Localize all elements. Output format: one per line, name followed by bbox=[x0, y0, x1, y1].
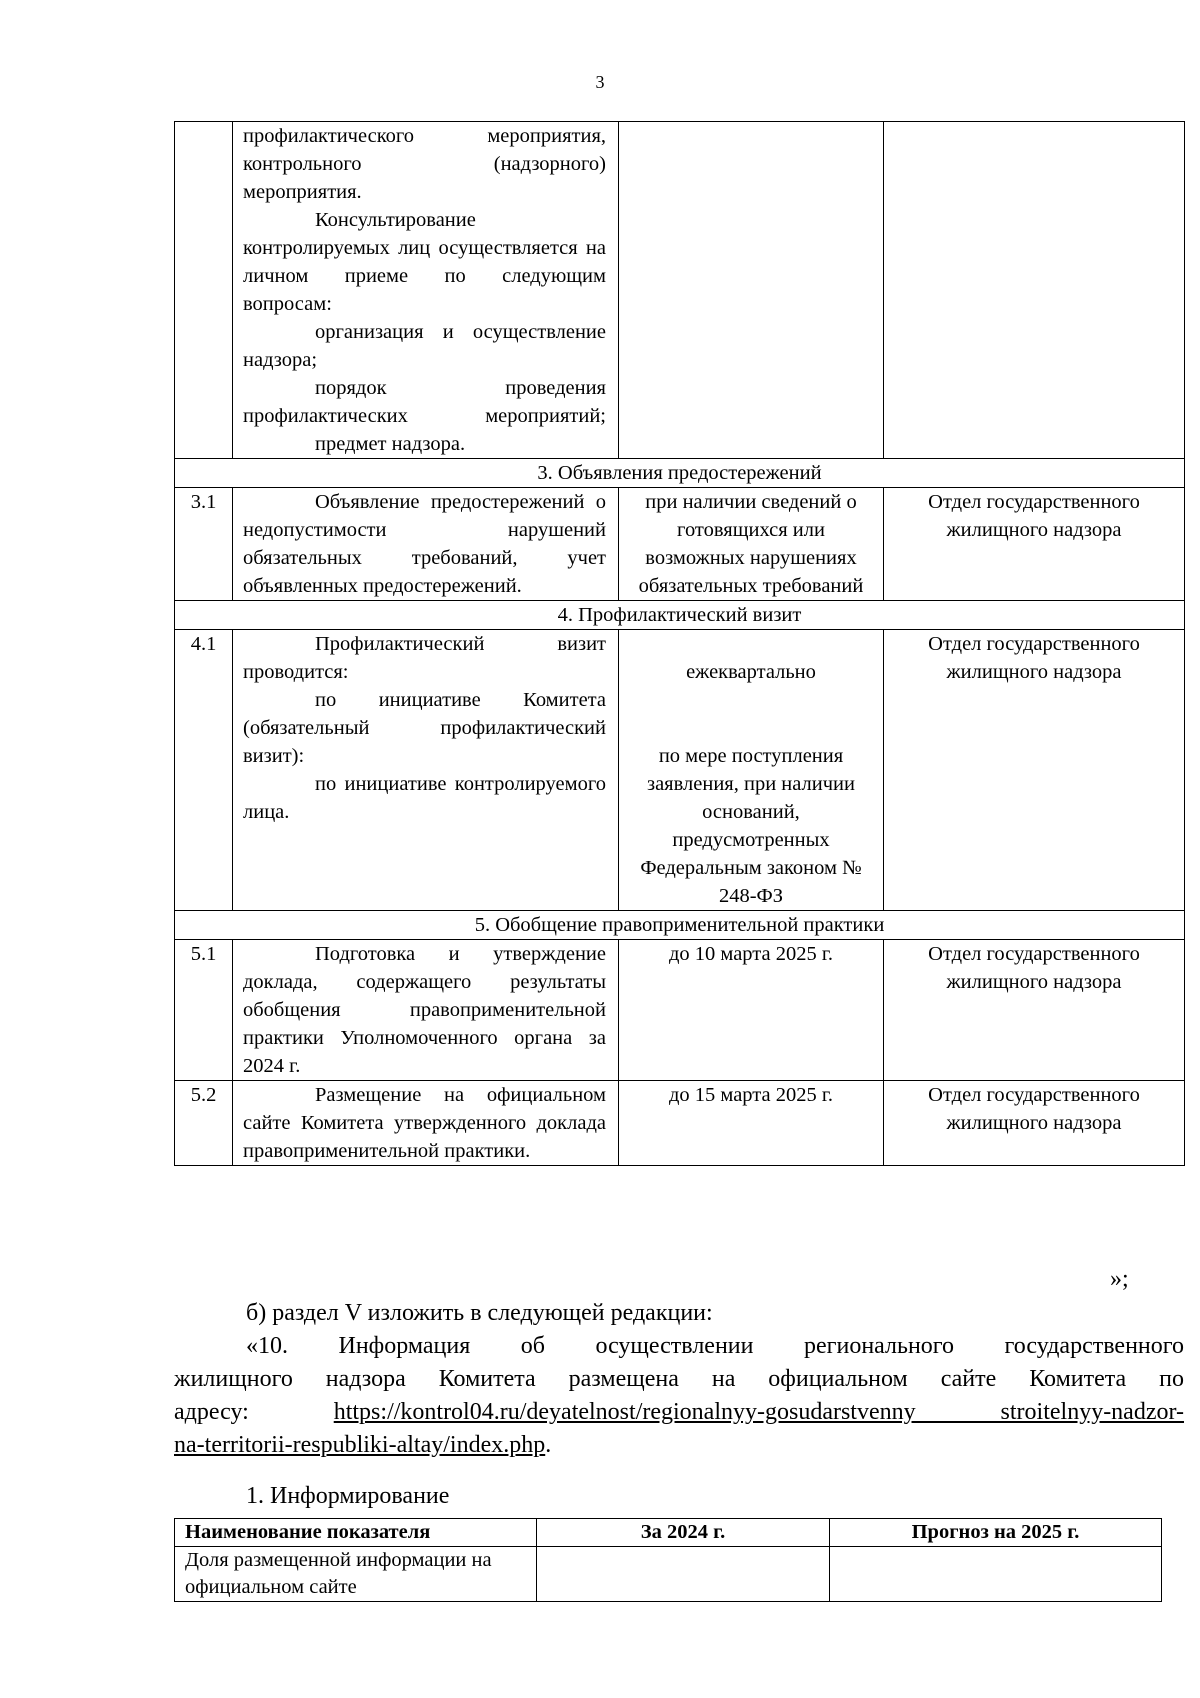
desc-paragraph: по инициативе Комитета (обязательный профилактический визит): bbox=[243, 689, 606, 767]
desc-paragraph: порядок проведения профилактических мероприятий; bbox=[243, 377, 606, 427]
row-number: 5.2 bbox=[175, 1081, 233, 1166]
desc-paragraph: по инициативе контролируемого лица. bbox=[243, 773, 606, 823]
desc-paragraph: Подготовка и утверждение доклада, содержащего результаты обобщения правоприменительной практики Уполномоченного органа за 2024 г. bbox=[243, 943, 606, 1077]
period: . bbox=[545, 1432, 552, 1458]
paragraph-10-line: жилищного надзора Комитета размещена на официальном сайте Комитета по bbox=[174, 1366, 1184, 1392]
info-table bbox=[174, 1518, 1162, 1602]
section-row bbox=[175, 911, 1185, 940]
desc-paragraph: Профилактический визит проводится: bbox=[243, 633, 606, 683]
table-header-row bbox=[175, 1519, 1162, 1547]
row-number: 3.1 bbox=[175, 488, 233, 601]
website-link[interactable]: https://kontrol04.ru/deyatelnost/regionalnyy-gosudarstvenny stroitelnyy-nadzor- bbox=[333, 1399, 1184, 1425]
closing-quote: »; bbox=[1110, 1266, 1129, 1292]
table-row bbox=[175, 1547, 1162, 1602]
heading-informing bbox=[174, 1480, 1184, 1513]
heading-informing-text: 1. Информирование bbox=[246, 1483, 450, 1509]
row-term bbox=[619, 122, 884, 459]
table-row bbox=[175, 1081, 1185, 1166]
table-row bbox=[175, 630, 1185, 911]
table-row bbox=[175, 940, 1185, 1081]
table-cell: Доля размещенной информации на официальном сайте bbox=[175, 1547, 537, 1602]
plan-table bbox=[174, 121, 1185, 1166]
row-description bbox=[233, 630, 619, 911]
column-header: Наименование показателя bbox=[175, 1519, 537, 1547]
row-number: 5.1 bbox=[175, 940, 233, 1081]
row-term: до 10 марта 2025 г. bbox=[619, 940, 884, 1081]
desc-line: мероприятия. bbox=[243, 181, 362, 203]
row-responsible: Отдел государственного жилищного надзора bbox=[884, 630, 1185, 911]
row-description bbox=[233, 488, 619, 601]
column-header: За 2024 г. bbox=[537, 1519, 830, 1547]
row-responsible: Отдел государственного жилищного надзора bbox=[884, 1081, 1185, 1166]
row-description bbox=[233, 1081, 619, 1166]
row-term bbox=[619, 630, 884, 911]
table-cell bbox=[830, 1547, 1162, 1602]
paragraph-10-line bbox=[174, 1429, 1184, 1462]
section-row bbox=[175, 601, 1185, 630]
website-link-continued[interactable]: na-territorii-respubliki-altay/index.php bbox=[174, 1432, 546, 1458]
section-title: 4. Профилактический визит bbox=[175, 601, 1185, 630]
term-on-request: по мере поступления заявления, при наличии оснований, предусмотренных Федеральным законом № 248-ФЗ bbox=[640, 745, 862, 907]
desc-paragraph: предмет надзора. bbox=[315, 433, 466, 455]
section-row bbox=[175, 459, 1185, 488]
desc-paragraph: Консультирование контролируемых лиц осуществляется на личном приеме по следующим вопросам: bbox=[243, 209, 606, 315]
desc-line: контрольного (надзорного) bbox=[243, 153, 606, 175]
address-prefix: адресу: bbox=[174, 1399, 334, 1425]
desc-paragraph: Объявление предостережений о недопустимости нарушений обязательных требований, учет объявленных предостережений. bbox=[243, 491, 606, 597]
desc-line: профилактического мероприятия, bbox=[243, 125, 606, 147]
row-responsible: Отдел государственного жилищного надзора bbox=[884, 940, 1185, 1081]
paragraph-10-line: «10. Информация об осуществлении регионального государственного bbox=[246, 1333, 1184, 1359]
row-responsible bbox=[884, 122, 1185, 459]
row-term: до 15 марта 2025 г. bbox=[619, 1081, 884, 1166]
row-term: при наличии сведений о готовящихся или возможных нарушениях обязательных требований bbox=[619, 488, 884, 601]
column-header: Прогноз на 2025 г. bbox=[830, 1519, 1162, 1547]
paragraph-b-text: б) раздел V изложить в следующей редакции: bbox=[246, 1300, 713, 1326]
page-number: 3 bbox=[595, 72, 605, 92]
table-row bbox=[175, 488, 1185, 601]
desc-paragraph: Размещение на официальном сайте Комитета утвержденного доклада правоприменительной практики. bbox=[243, 1084, 606, 1162]
row-number: 4.1 bbox=[175, 630, 233, 911]
desc-paragraph: организация и осуществление надзора; bbox=[243, 321, 606, 371]
table-row bbox=[175, 122, 1185, 459]
row-description bbox=[233, 122, 619, 459]
row-description bbox=[233, 940, 619, 1081]
table-cell bbox=[537, 1547, 830, 1602]
row-responsible: Отдел государственного жилищного надзора bbox=[884, 488, 1185, 601]
section-title: 3. Объявления предостережений bbox=[175, 459, 1185, 488]
paragraph-10-line bbox=[174, 1396, 1184, 1429]
paragraph-10 bbox=[174, 1330, 1184, 1462]
section-title: 5. Обобщение правоприменительной практики bbox=[175, 911, 1185, 940]
paragraph-b bbox=[174, 1297, 1184, 1330]
term-quarterly: ежеквартально bbox=[686, 661, 816, 683]
row-number bbox=[175, 122, 233, 459]
